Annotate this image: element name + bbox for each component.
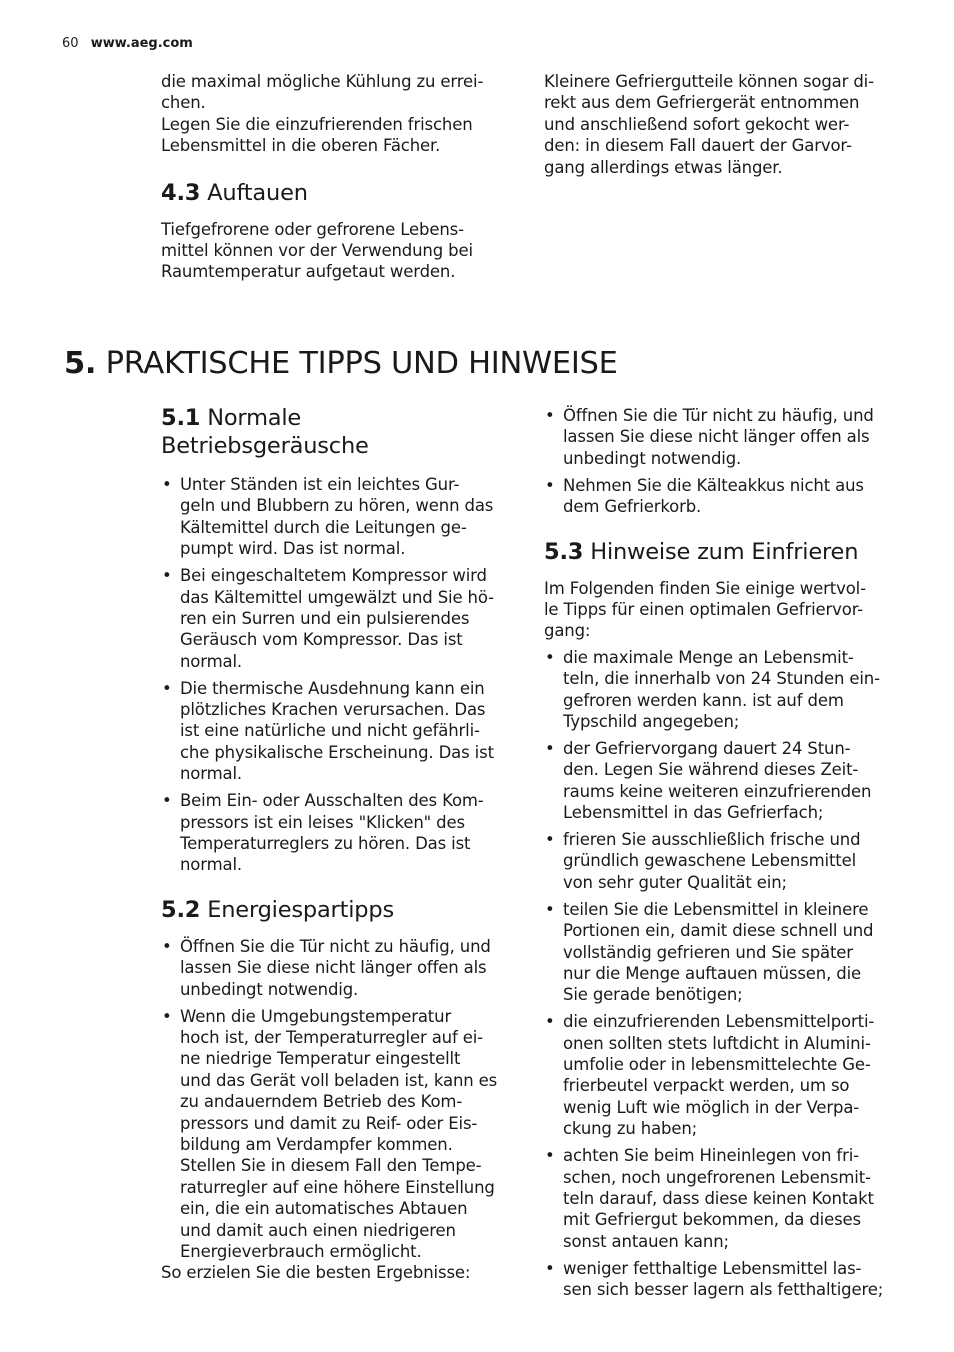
list-item: • weniger fetthaltige Lebensmittel las- sen sich besser lagern als fetthaltigere; [544, 1258, 906, 1301]
list-item: • die einzufrierenden Lebensmittelporti- onen sollten stets luftdicht in Alumini- umfolie oder in lebensmittelechte Ge- frierbeutel verpackt werden, um so wenig Luft wie möglich in der Verpa- ckung zu haben; [544, 1011, 906, 1139]
section-heading-5-1: 5.1 Normale Betriebsgeräusche [161, 405, 369, 459]
list-item: • der Gefriervorgang dauert 24 Stun- den. Legen Sie während dieses Zeit- raums keine weiteren einzufrierenden Lebensmittel in das Gefrierfach; [544, 738, 906, 824]
chapter-title: 5. PRAKTISCHE TIPPS UND HINWEISE [64, 346, 618, 381]
paragraph: Im Folgenden finden Sie einige wertvol- le Tipps für einen optimalen Gefriervor- gang: [544, 578, 866, 641]
paragraph: So erzielen Sie die besten Ergebnisse: [161, 1263, 471, 1283]
list-item: • Die thermische Ausdehnung kann ein plötzliches Krachen verursachen. Das ist eine natürliche und nicht gefährli- che physikalische Erscheinung. Das ist normal. [161, 678, 523, 785]
bullet-list [161, 936, 523, 1263]
list-item: • Beim Ein- oder Ausschalten des Kom- pressors ist ein leises "Klicken" des Temperaturreglers zu hören. Das ist normal. [161, 790, 523, 876]
section-heading-4-3: 4.3 Auftauen [161, 179, 308, 206]
list-item: • Bei eingeschaltetem Kompressor wird das Kältemittel umgewälzt und Sie hö- ren ein Surren und ein pulsierendes Geräusch vom Kompressor. Das ist normal. [161, 565, 523, 672]
list-item: • Nehmen Sie die Kälteakkus nicht aus dem Gefrierkorb. [544, 475, 906, 518]
list-item: • die maximale Menge an Lebensmit- teln, die innerhalb von 24 Stunden ein- gefroren werden kann. ist auf dem Typschild angegeben; [544, 647, 906, 733]
page-number: 60 [62, 36, 79, 51]
bullet-list [544, 405, 906, 518]
section-heading-5-3: 5.3 Hinweise zum Einfrieren [544, 538, 859, 565]
list-item: • frieren Sie ausschließlich frische und gründlich gewaschene Lebensmittel von sehr guter Qualität ein; [544, 829, 906, 893]
top-right-column [544, 71, 904, 178]
top-left-column [161, 71, 521, 283]
paragraph: Kleinere Gefriergutteile können sogar di- rekt aus dem Gefriergerät entnommen und anschließend sofort gekocht wer- den: in diesem Fall dauert der Garvor- gang allerdings etwas länger. [544, 72, 874, 177]
page-header [62, 36, 193, 51]
site-url[interactable]: www.aeg.com [90, 36, 193, 51]
paragraph: Tiefgefrorene oder gefrorene Lebens- mittel können vor der Verwendung bei Raumtemperatur aufgetaut werden. [161, 219, 473, 282]
list-item: • Wenn die Umgebungstemperatur hoch ist, der Temperaturregler auf ei- ne niedrige Temperatur eingestellt und das Gerät voll beladen ist, kann es zu andauerndem Betrieb des Kom- pressors und damit zu Reif- oder Eis- bildung am Verdampfer kommen. Stellen Sie in diesem Fall den Tempe- raturregler auf eine höhere Einstellung ein, die ein automatisches Abtauen und damit auch einen niedrigeren Energieverbrauch ermöglicht. [161, 1006, 523, 1263]
bullet-list [544, 647, 906, 1301]
paragraph: die maximal mögliche Kühlung zu errei- chen. Legen Sie die einzufrierenden frischen Lebensmittel in die oberen Fächer. [161, 72, 484, 156]
bullet-list [161, 474, 523, 876]
list-item: • Öffnen Sie die Tür nicht zu häufig, und lassen Sie diese nicht länger offen als unbedingt notwendig. [544, 405, 906, 469]
lower-right-column [544, 405, 906, 1306]
list-item: • teilen Sie die Lebensmittel in kleinere Portionen ein, damit diese schnell und vollständig gefrieren und Sie später nur die Menge auftauen müssen, die Sie gerade benötigen; [544, 899, 906, 1006]
section-heading-5-2: 5.2 Energiespartipps [161, 896, 394, 923]
list-item: • Unter Ständen ist ein leichtes Gur- geln und Blubbern zu hören, wenn das Kältemittel durch die Leitungen ge- pumpt wird. Das ist normal. [161, 474, 523, 560]
list-item: • Öffnen Sie die Tür nicht zu häufig, und lassen Sie diese nicht länger offen als unbedingt notwendig. [161, 936, 523, 1000]
lower-left-column [161, 404, 523, 1284]
list-item: • achten Sie beim Hineinlegen von fri- schen, noch ungefrorenen Lebensmit- teln darauf, dass diese keinen Kontakt mit Gefriergut bekommen, da dieses sonst antauen kann; [544, 1145, 906, 1252]
